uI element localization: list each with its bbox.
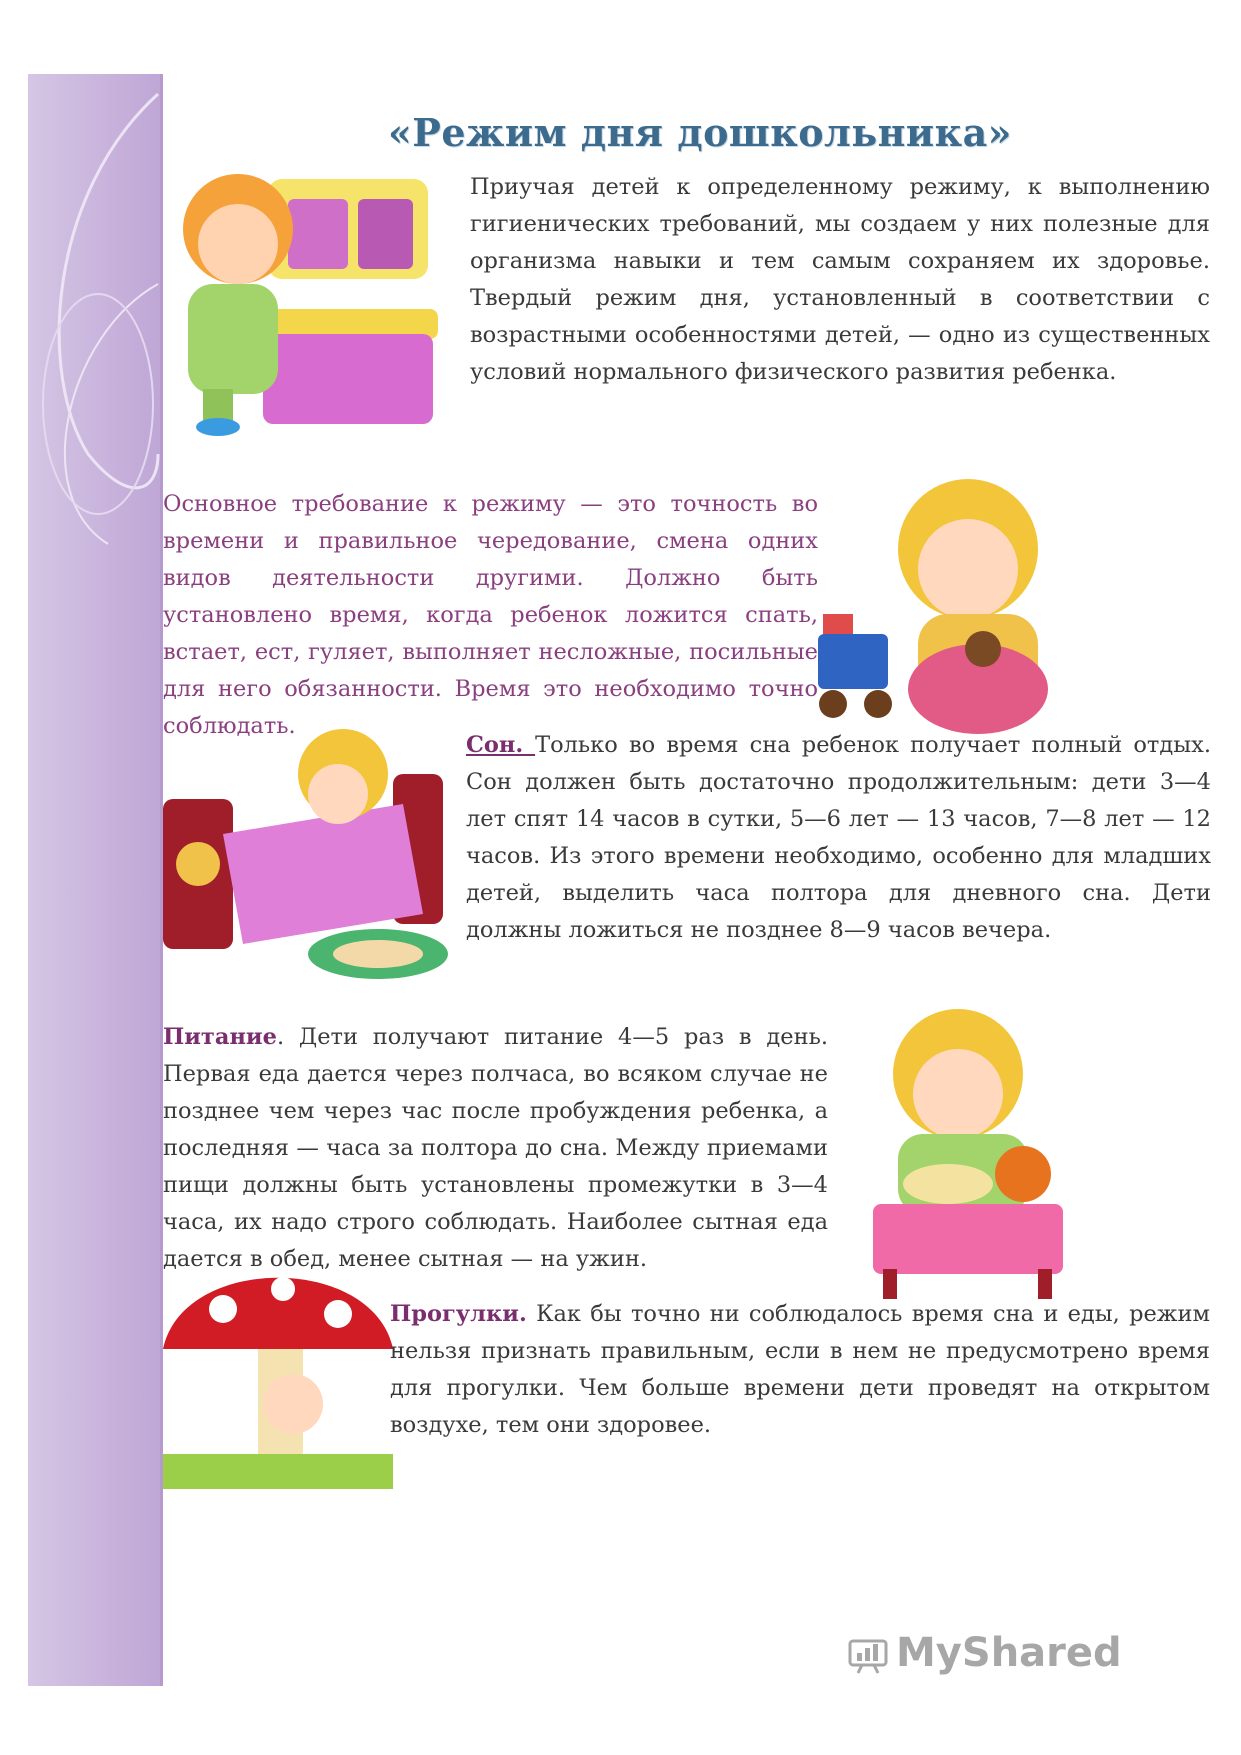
requirement-paragraph: Основное требование к режиму — это точность во времени и правильное чередование, смена одних видов деятельности другими. Должно быть установлено время, когда ребенок ложится спать, встает, ест, гуляет, выполняет несложные, посильные для него обязанности. Время это необходимо точно соблюдать. [163, 491, 818, 739]
food-paragraph [163, 1019, 828, 1278]
myshared-logo-icon [848, 1635, 888, 1675]
food-heading: Питание [163, 1024, 277, 1050]
page [28, 74, 1213, 1686]
sleep-text: Только во время сна ребенок получает полный отдых. Сон должен быть достаточно продолжительным: дети 3—4 лет спят 14 часов в сутки, 5—6 лет — 13 часов, 7—8 лет — 12 часов. Из этого времени необходимо, особенно для младших детей, выделить часа полтора для дневного сна. Дети должны ложиться не позднее 8—9 часов вечера. [466, 732, 1211, 943]
walks-heading: Прогулки. [390, 1301, 527, 1327]
child-eating-illustration-icon [858, 1004, 1078, 1304]
child-washing-illustration-icon [148, 159, 448, 439]
food-text: . Дети получают питание 4—5 раз в день. Первая еда дается через полчаса, во всяком случае не позднее чем через час после пробуждения ребенка, а последняя — часа за полтора до сна. Между приемами пищи должны быть установлены промежутки в 3—4 часа, их надо строго соблюдать. Наиболее сытная еда дается в обед, менее сытная — на ужин. [163, 1024, 828, 1272]
decorative-sidebar [28, 74, 163, 1686]
swirl-decoration-icon [28, 74, 160, 1686]
walks-text: Как бы точно ни соблюдалось время сна и еды, режим нельзя признать правильным, если в нем не предусмотрено время для прогулки. Чем больше времени дети проведят на открытом воздухе, тем они здоровее. [390, 1301, 1210, 1438]
watermark-text: MyShared [896, 1630, 1122, 1676]
page-title: «Режим дня дошкольника» [388, 110, 1012, 155]
sleep-paragraph [466, 727, 1211, 949]
intro-paragraph: Приучая детей к определенному режиму, к выполнению гигиенических требований, мы создаем у них полезные для организма навыки и тем самым сохраняем их здоровье. Твердый режим дня, установленный в соответствии с возрастными особенностями детей, — одно из существенных условий нормального физического развития ребенка. [470, 174, 1210, 385]
child-under-mushroom-illustration-icon [163, 1254, 393, 1494]
sleep-heading: Сон. [466, 732, 536, 758]
watermark [848, 1630, 1122, 1676]
walks-paragraph [390, 1296, 1210, 1444]
child-with-toy-train-illustration-icon [808, 474, 1068, 744]
child-sleeping-bed-illustration-icon [163, 714, 453, 984]
